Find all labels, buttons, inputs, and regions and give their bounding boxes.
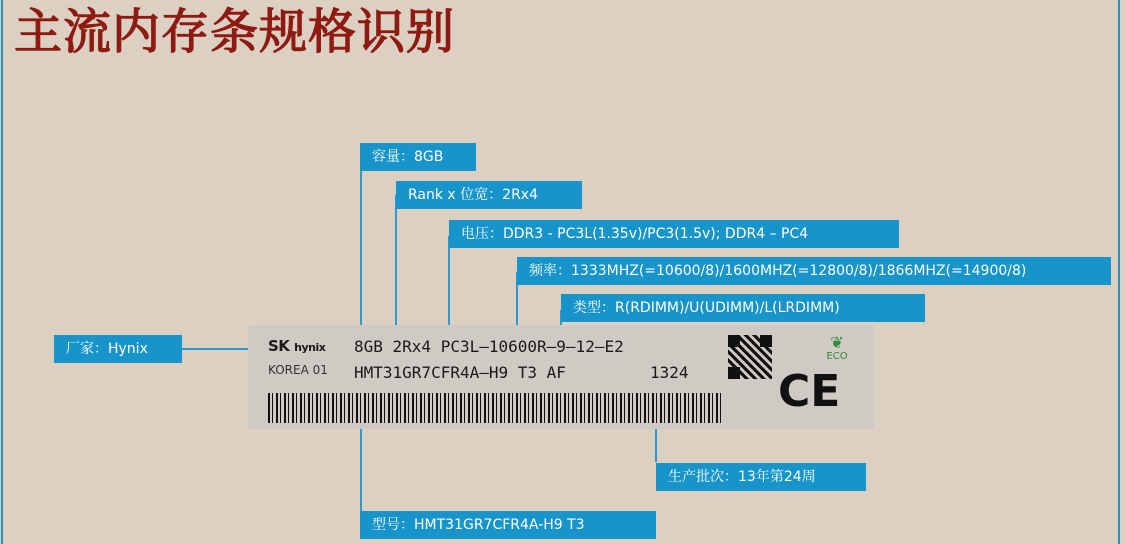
- frame-left: [1, 0, 3, 544]
- qr-code-icon: [728, 335, 772, 379]
- line-vendor: [182, 348, 254, 350]
- callout-voltage: 电压：DDR3 - PC3L(1.35v)/PC3(1.5v); DDR4 – PC4: [449, 220, 899, 248]
- line-voltage: [448, 236, 450, 333]
- callout-rank: Rank x 位宽：2Rx4: [396, 181, 582, 209]
- callout-frequency: 频率：1333MHZ(=10600/8)/1600MHZ(=12800/8)/1866MHZ(=14900/8): [517, 257, 1111, 285]
- barcode-image: [268, 393, 723, 423]
- ce-mark-icon: CE: [778, 366, 841, 417]
- date-code: 1324: [650, 363, 689, 382]
- callout-type: 类型：R(RDIMM)/U(UDIMM)/L(LRDIMM): [561, 294, 925, 322]
- callout-batch: 生产批次：13年第24周: [656, 463, 866, 491]
- eco-icon: [820, 335, 854, 362]
- callout-model: 型号：HMT31GR7CFR4A-H9 T3: [360, 511, 656, 539]
- line-rank: [395, 195, 397, 333]
- brand-logo: [268, 337, 325, 355]
- part-number: HMT31GR7CFR4A–H9 T3 AF: [354, 363, 566, 382]
- brand-hynix: hynix: [294, 341, 326, 354]
- spec-line: 8GB 2Rx4 PC3L–10600R–9–12–E2: [354, 337, 624, 356]
- leaf-icon: ❦: [830, 333, 844, 352]
- callout-vendor: 厂家：Hynix: [54, 335, 182, 363]
- brand-sk: SK: [268, 337, 290, 355]
- line-capacity: [360, 165, 362, 333]
- page-title: 主流内存条规格识别: [14, 4, 456, 60]
- origin-text: KOREA 01: [268, 363, 328, 377]
- callout-capacity: 容量：8GB: [360, 143, 476, 171]
- eco-text: ECO: [826, 351, 848, 362]
- memory-label: [248, 325, 874, 429]
- frame-right: [1118, 0, 1120, 544]
